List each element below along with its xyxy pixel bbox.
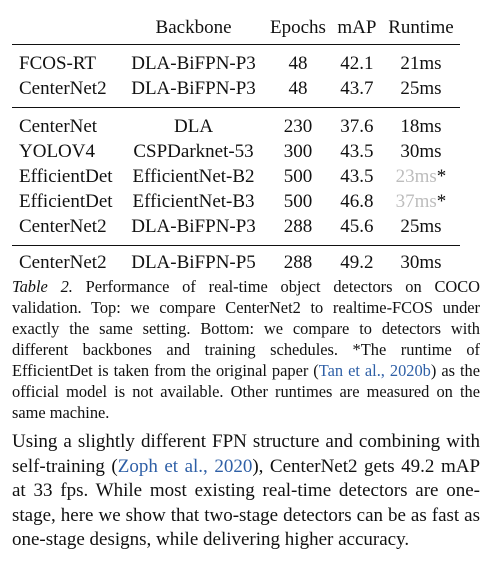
cell-backbone: DLA-BiFPN-P3 xyxy=(123,214,264,246)
body-paragraph xyxy=(12,430,480,553)
cell-epochs: 230 xyxy=(264,107,332,139)
table-row xyxy=(12,107,460,139)
cell-epochs: 500 xyxy=(283,165,313,187)
cell-epochs: 288 xyxy=(264,245,332,281)
runtime-footnote-marker: * xyxy=(436,190,447,212)
table-row xyxy=(12,76,460,108)
cell-method: CenterNet2 xyxy=(12,214,123,246)
cell-epochs: 48 xyxy=(288,52,308,74)
paragraph-text-end: ), CenterNet2 gets 49.2 mAP at 33 fps. While most existing real-time detectors are one-stage, here we show that two-stage detectors can be as fast as one-stage designs, while delivering higher accuracy. xyxy=(12,455,481,550)
cell-method: EfficientDet xyxy=(19,165,113,187)
cell-runtime xyxy=(382,139,460,164)
table-row xyxy=(12,164,460,189)
cell-map: 42.1 xyxy=(340,52,374,74)
cell-method: CenterNet2 xyxy=(12,76,123,108)
cell-runtime xyxy=(382,189,460,214)
runtime-value: 30ms xyxy=(400,251,442,273)
table-caption xyxy=(12,276,480,423)
cell-backbone: EfficientNet-B2 xyxy=(132,165,255,187)
cell-map: 43.5 xyxy=(340,165,374,187)
caption-text: Performance of real-time object detectors on COCO validation. Top: we compare CenterNet2 to realtime-FCOS under exactly the same setting. Bottom: we compare to detectors with different backbones and training schedules. *The runtime of EfficientDet is taken from the original paper ( xyxy=(12,277,480,380)
cell-backbone: DLA xyxy=(123,107,264,139)
cell-epochs: 48 xyxy=(264,76,332,108)
cell-backbone: CSPDarknet-53 xyxy=(133,140,254,162)
cell-method: EfficientDet xyxy=(19,190,113,212)
table-body xyxy=(12,44,460,281)
cell-backbone: DLA-BiFPN-P5 xyxy=(123,245,264,281)
cell-runtime xyxy=(382,76,460,108)
header-map: mAP xyxy=(332,12,382,44)
cell-runtime xyxy=(382,44,460,76)
cell-map: 43.7 xyxy=(332,76,382,108)
paragraph-citation-link[interactable]: Zoph et al., 2020 xyxy=(117,455,253,477)
cell-map: 37.6 xyxy=(332,107,382,139)
cell-epochs: 500 xyxy=(283,190,313,212)
cell-method: YOLOV4 xyxy=(19,140,95,162)
cell-method: CenterNet xyxy=(12,107,123,139)
table-row xyxy=(12,189,460,214)
cell-map: 46.8 xyxy=(340,190,374,212)
caption-label: Table 2. xyxy=(12,277,73,296)
runtime-value: 18ms xyxy=(400,115,442,137)
cell-epochs: 300 xyxy=(283,140,313,162)
cell-backbone: EfficientNet-B3 xyxy=(132,190,255,212)
header-runtime: Runtime xyxy=(382,12,460,44)
table-header-row xyxy=(12,12,460,44)
results-table xyxy=(12,12,460,281)
runtime-value: 37ms xyxy=(395,190,437,212)
header-backbone: Backbone xyxy=(123,12,264,44)
runtime-value: 30ms xyxy=(400,140,442,162)
runtime-value: 25ms xyxy=(400,215,442,237)
cell-map: 43.5 xyxy=(340,140,374,162)
cell-method: CenterNet2 xyxy=(12,245,123,281)
cell-runtime xyxy=(382,214,460,246)
caption-citation-link[interactable]: Tan et al., 2020b xyxy=(318,361,431,380)
runtime-value: 25ms xyxy=(400,77,442,99)
table-row xyxy=(12,139,460,164)
cell-epochs: 288 xyxy=(264,214,332,246)
runtime-value: 23ms xyxy=(395,165,437,187)
runtime-footnote-marker: * xyxy=(436,165,447,187)
table-row xyxy=(12,214,460,246)
cell-method: FCOS-RT xyxy=(19,52,96,74)
paragraph-text: Using a slightly different FPN structure and combining with self-training ( xyxy=(12,431,480,477)
table-row xyxy=(12,44,460,76)
cell-map: 49.2 xyxy=(332,245,382,281)
runtime-value: 21ms xyxy=(400,52,442,74)
header-epochs: Epochs xyxy=(264,12,332,44)
cell-backbone: DLA-BiFPN-P3 xyxy=(131,52,256,74)
cell-runtime xyxy=(382,164,460,189)
caption-text-end: ) as the official model is not available. Other runtimes are measured on the same machine. xyxy=(12,361,480,422)
cell-runtime xyxy=(382,107,460,139)
cell-backbone: DLA-BiFPN-P3 xyxy=(123,76,264,108)
cell-map: 45.6 xyxy=(332,214,382,246)
header-method xyxy=(12,12,123,44)
